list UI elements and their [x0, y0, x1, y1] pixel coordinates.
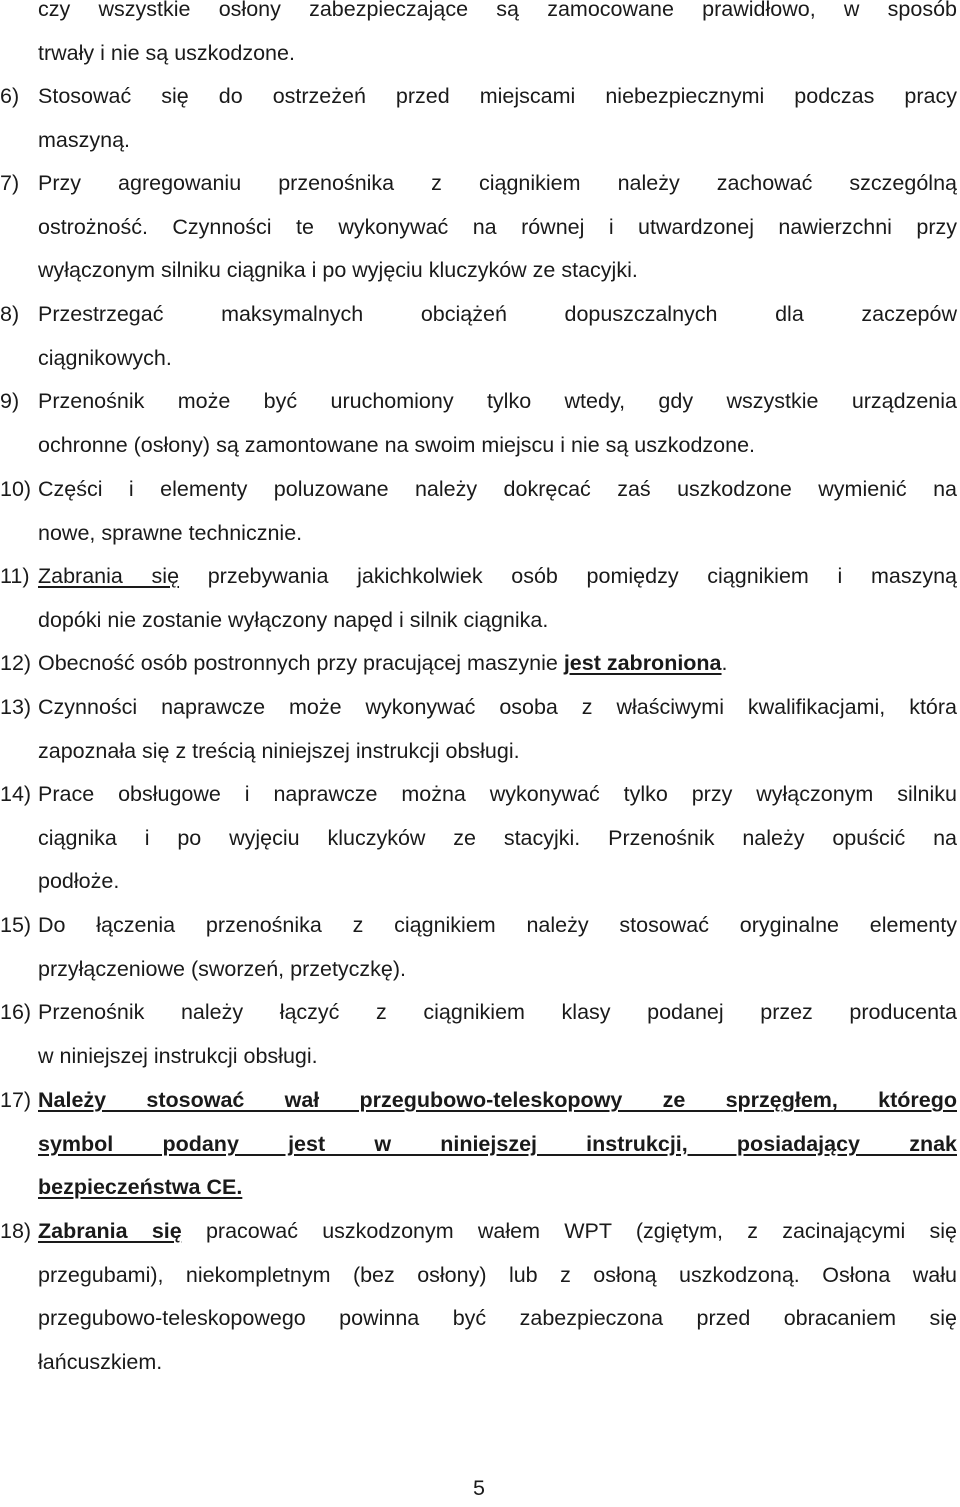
- text-line: Do łączenia przenośnika z ciągnikiem należy stosować oryginalne elementy: [38, 913, 957, 937]
- emphasis-line: symbol podany jest w niniejszej instrukcji, posiadający znak: [38, 1131, 957, 1156]
- text-line: w niniejszej instrukcji obsługi.: [38, 1043, 318, 1068]
- continuation-paragraph: [0, 0, 957, 75]
- text-line: Prace obsługowe i naprawcze można wykonywać tylko przy wyłączonym silniku: [38, 782, 957, 806]
- emphasis-text: Zabrania się: [38, 564, 180, 588]
- text-line: ochronne (osłony) są zamontowane na swoim miejscu i nie są uszkodzone.: [38, 432, 756, 457]
- emphasis-text: jest zabroniona: [563, 651, 722, 675]
- list-item-12: [0, 642, 957, 686]
- text-line: Stosować się do ostrzeżeń przed miejscami niebezpiecznymi podczas pracy: [38, 84, 957, 108]
- text-fragment: Obecność osób postronnych przy pracującej maszynie: [38, 651, 564, 675]
- list-item-10: [0, 468, 957, 555]
- text-fragment: pracować uszkodzonym wałem WPT (zgiętym, z zacinającymi się: [181, 1219, 957, 1243]
- text-line: [38, 555, 957, 599]
- text-line: ostrożność. Czynności te wykonywać na równej i utwardzonej nawierzchni przy: [38, 214, 957, 239]
- item-number: 7): [0, 171, 20, 195]
- text-line: Przenośnik należy łączyć z ciągnikiem klasy podanej przez producenta: [38, 1000, 957, 1024]
- text-fragment: .: [721, 651, 728, 675]
- emphasis-line: Należy stosować wał przegubowo-teleskopowy ze sprzęgłem, którego: [38, 1088, 957, 1112]
- list-item-17: [0, 1079, 957, 1210]
- text-line: Części i elementy poluzowane należy dokręcać zaś uszkodzone wymienić na: [38, 477, 957, 501]
- text-line: maszyną.: [38, 127, 131, 152]
- list-item-8: [0, 293, 957, 380]
- item-number: 14): [0, 782, 32, 806]
- text-line: [38, 1210, 957, 1254]
- text-line: trwały i nie są uszkodzone.: [38, 40, 295, 65]
- item-number: 18): [0, 1219, 32, 1243]
- text-line: ciągnika i po wyjęciu kluczyków ze stacyjki. Przenośnik należy opuścić na: [38, 825, 957, 850]
- emphasis-text: Zabrania się: [38, 1219, 182, 1243]
- page-number: 5: [473, 1476, 485, 1500]
- item-number: 16): [0, 1000, 32, 1024]
- text-line: czy wszystkie osłony zabezpieczające są zamocowane prawidłowo, w sposób: [38, 0, 957, 21]
- text-fragment: przebywania jakichkolwiek osób pomiędzy ciągnikiem i maszyną: [179, 564, 957, 588]
- list-item-16: [0, 991, 957, 1078]
- text-line: zapoznała się z treścią niniejszej instrukcji obsługi.: [38, 738, 520, 763]
- list-item-15: [0, 904, 957, 991]
- emphasis-line: bezpieczeństwa CE.: [38, 1175, 243, 1199]
- text-line: Przestrzegać maksymalnych obciążeń dopuszczalnych dla zaczepów: [38, 302, 957, 326]
- text-line: Czynności naprawcze może wykonywać osoba z właściwymi kwalifikacjami, która: [38, 695, 957, 719]
- list-item-7: [0, 162, 957, 293]
- text-line: Przenośnik może być uruchomiony tylko wtedy, gdy wszystkie urządzenia: [38, 389, 957, 413]
- text-line: łańcuszkiem.: [38, 1349, 163, 1374]
- item-number: 6): [0, 84, 20, 108]
- item-number: 12): [0, 651, 32, 675]
- item-number: 8): [0, 302, 20, 326]
- item-number: 9): [0, 389, 20, 413]
- list-item-18: [0, 1210, 957, 1384]
- text-line: podłoże.: [38, 869, 120, 893]
- item-number: 10): [0, 477, 32, 501]
- list-item-14: [0, 773, 957, 904]
- text-line: przyłączeniowe (sworzeń, przetyczkę).: [38, 956, 407, 981]
- item-number: 15): [0, 913, 32, 937]
- text-line: przegubami), niekompletnym (bez osłony) lub z osłoną uszkodzoną. Osłona wału: [38, 1262, 957, 1287]
- list-item-6: [0, 75, 957, 162]
- item-number: 13): [0, 695, 32, 719]
- list-item-9: [0, 380, 957, 467]
- text-line: nowe, sprawne technicznie.: [38, 520, 303, 545]
- text-line: dopóki nie zostanie wyłączony napęd i silnik ciągnika.: [38, 607, 549, 632]
- text-line: wyłączonym silniku ciągnika i po wyjęciu kluczyków ze stacyjki.: [38, 258, 638, 282]
- text-line: przegubowo-teleskopowego powinna być zabezpieczona przed obracaniem się: [38, 1306, 957, 1330]
- text-line: [38, 642, 957, 686]
- item-number: 17): [0, 1088, 32, 1112]
- list-item-13: [0, 686, 957, 773]
- text-line: ciągnikowych.: [38, 345, 172, 370]
- item-number: 11): [0, 564, 30, 588]
- list-item-11: [0, 555, 957, 642]
- text-line: Przy agregowaniu przenośnika z ciągnikiem należy zachować szczególną: [38, 171, 957, 195]
